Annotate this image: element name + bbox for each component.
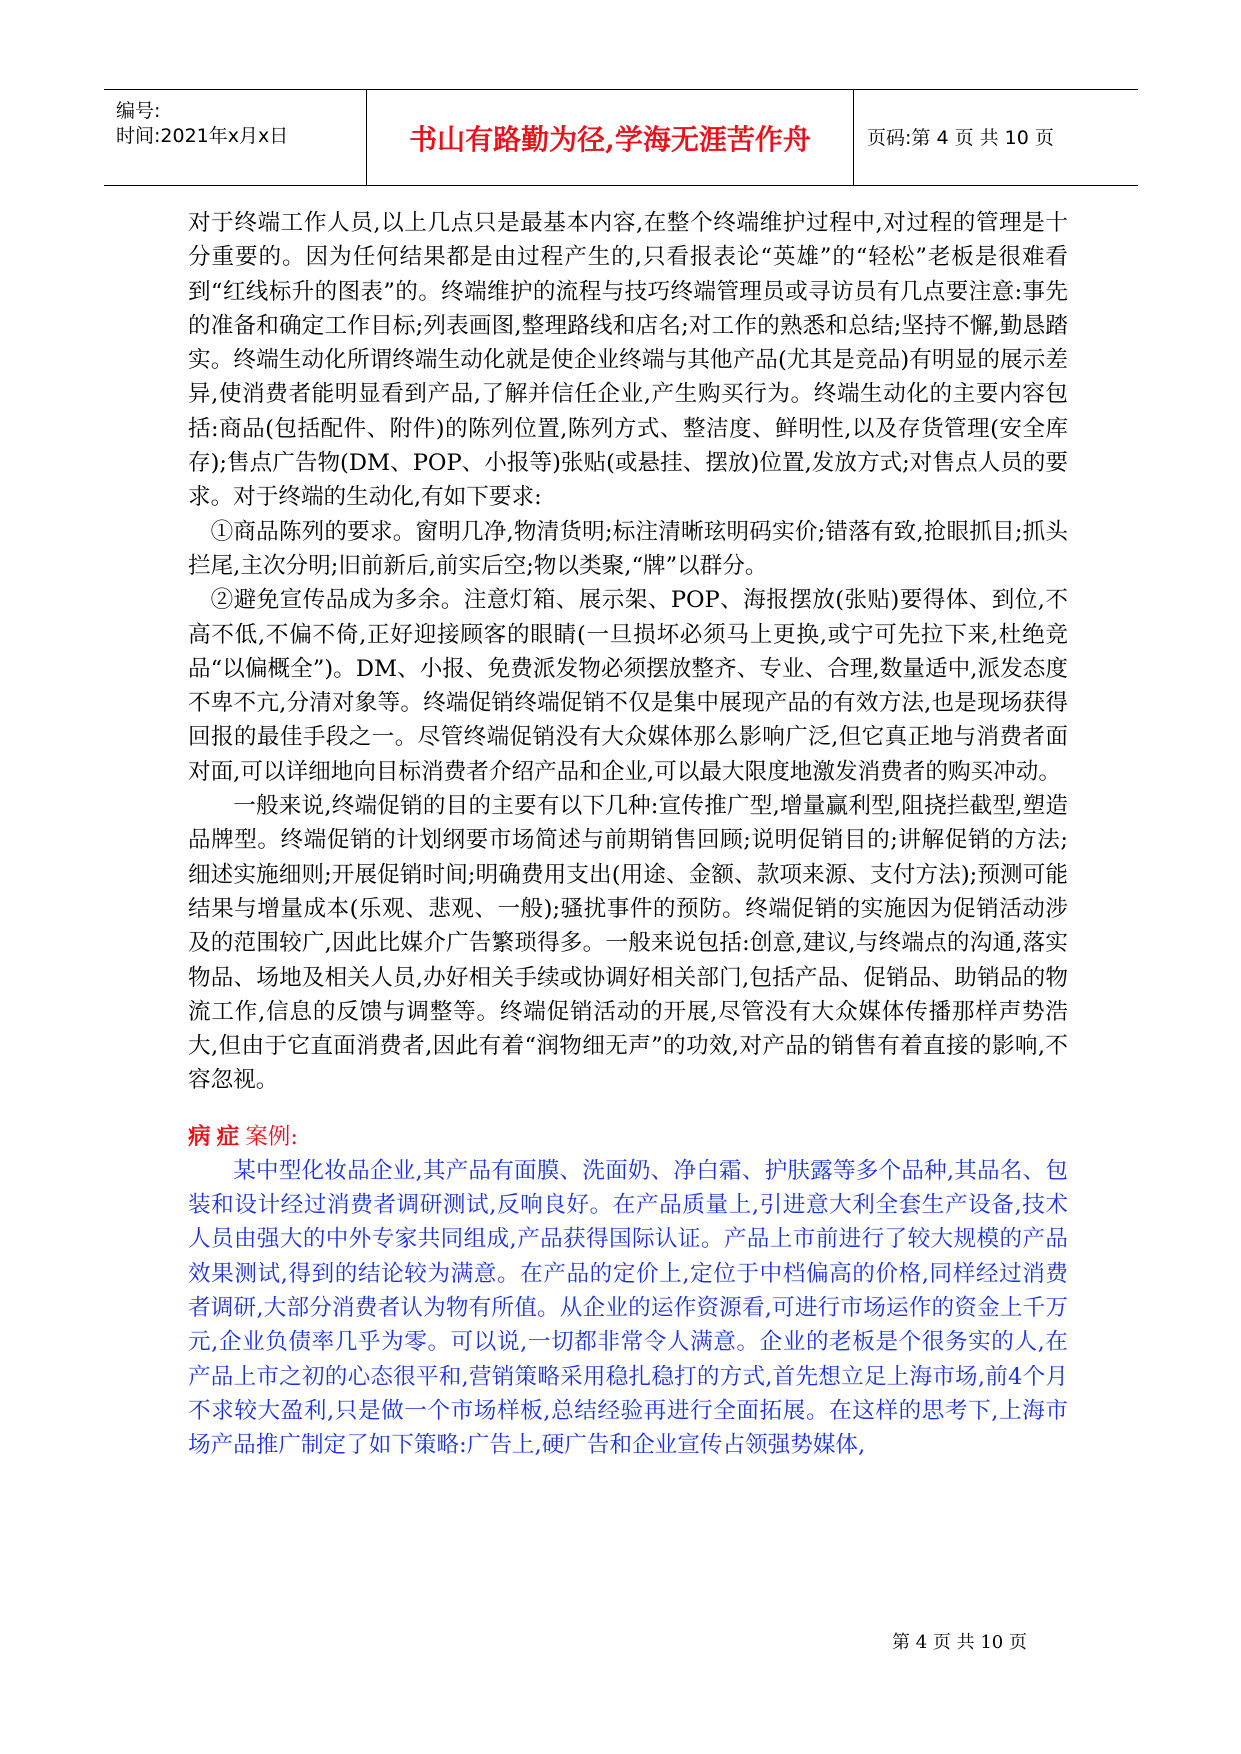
body-paragraph: ①商品陈列的要求。窗明几净,物清货明;标注清晰玹明码实价;错落有致,抢眼抓目;抓头拦尾,主次分明;旧前新后,前实后空;物以类聚,“牌”以群分。 bbox=[188, 518, 1068, 579]
page-footer: 第 4 页 共 10 页 bbox=[892, 1632, 1027, 1653]
case-heading-rest: 案例: bbox=[245, 1123, 298, 1150]
page-header bbox=[104, 89, 1138, 186]
header-page-cell bbox=[853, 90, 1138, 185]
case-heading bbox=[188, 1120, 1068, 1154]
body-paragraph: ②避免宣传品成为多余。注意灯箱、展示架、POP、海报摆放(张贴)要得体、到位,不高不低,不偏不倚,正好迎接顾客的眼睛(一旦损坏必须马上更换,或宁可先拉下来,杜绝竞品“以偏概全”)。DM、小报、免费派发物必须摆放整齐、专业、合理,数量适中,派发态度不卑不亢,分清对象等。终端促销终端促销不仅是集中展现产品的有效方法,也是现场获得回报的最佳手段之一。尽管终端促销没有大众媒体那么影响广泛,但它真正地与消费者面对面,可以详细地向目标消费者介绍产品和企业,可以最大限度地激发消费者的购买冲动。 bbox=[188, 587, 1068, 785]
document-time-label: 时间:2021年x月x日 bbox=[116, 125, 289, 147]
header-page-label: 页码:第 4 页 共 10 页 bbox=[867, 127, 1054, 149]
header-motto-cell bbox=[366, 90, 854, 185]
body-paragraph: 对于终端工作人员,以上几点只是最基本内容,在整个终端维护过程中,对过程的管理是十分重要的。因为任何结果都是由过程产生的,只看报表论“英雄”的“轻松”老板是很难看到“红线标升的图表”的。终端维护的流程与技巧终端管理员或寻访员有几点要注意:事先的准备和确定工作目标;列表画图,整理路线和店名;对工作的熟悉和总结;坚持不懈,勤恳踏实。终端生动化所谓终端生动化就是使企业终端与其他产品(尤其是竞品)有明显的展示差异,使消费者能明显看到产品,了解并信任企业,产生购买行为。终端生动化的主要内容包括:商品(包括配件、附件)的陈列位置,陈列方式、整洁度、鲜明性,以及存货管理(安全库存);售点广告物(DM、POP、小报等)张贴(或悬挂、摆放)位置,发放方式;对售点人员的要求。对于终端的生动化,有如下要求: bbox=[188, 210, 1068, 511]
header-motto: 书山有路勤为径,学海无涯苦作舟 bbox=[409, 123, 811, 156]
case-paragraph: 某中型化妆品企业,其产品有面膜、洗面奶、净白霜、护肤露等多个品种,其品名、包装和设计经过消费者调研测试,反响良好。在产品质量上,引进意大利全套生产设备,技术人员由强大的中外专家共同组成,产品获得国际认证。产品上市前进行了较大规模的产品效果测试,得到的结论较为满意。在产品的定价上,定位于中档偏高的价格,同样经过消费者调研,大部分消费者认为物有所值。从企业的运作资源看,可进行市场运作的资金上千万元,企业负债率几乎为零。可以说,一切都非常令人满意。企业的老板是个很务实的人,在产品上市之初的心态很平和,营销策略采用稳扎稳打的方式,首先想立足上海市场,前4个月不求较大盈利,只是做一个市场样板,总结经验再进行全面拓展。在这样的思考下,上海市场产品推广制定了如下策略:广告上,硬广告和企业宣传占领强势媒体, bbox=[188, 1157, 1068, 1459]
document-body bbox=[188, 206, 1068, 1462]
section-spacer bbox=[188, 1098, 1068, 1120]
header-meta-cell bbox=[104, 90, 366, 185]
document-number-label: 编号: bbox=[116, 100, 161, 122]
body-paragraph: 一般来说,终端促销的目的主要有以下几种:宣传推广型,增量赢利型,阻挠拦截型,塑造品牌型。终端促销的计划纲要市场简述与前期销售回顾;说明促销目的;讲解促销的方法;细述实施细则;开展促销时间;明确费用支出(用途、金额、款项来源、支付方法);预测可能结果与增量成本(乐观、悲观、一般);骚扰事件的预防。终端促销的实施因为促销活动涉及的范围较广,因此比媒介广告繁琐得多。一般来说包括:创意,建议,与终端点的沟通,落实物品、场地及相关人员,办好相关手续或协调好相关部门,包括产品、促销品、助销品的物流工作,信息的反馈与调整等。终端促销活动的开展,尽管没有大众媒体传播那样声势浩大,但由于它直面消费者,因此有着“润物细无声”的功效,对产品的销售有着直接的影响,不容忽视。 bbox=[188, 793, 1068, 1094]
case-heading-strong: 病症 bbox=[188, 1123, 246, 1150]
